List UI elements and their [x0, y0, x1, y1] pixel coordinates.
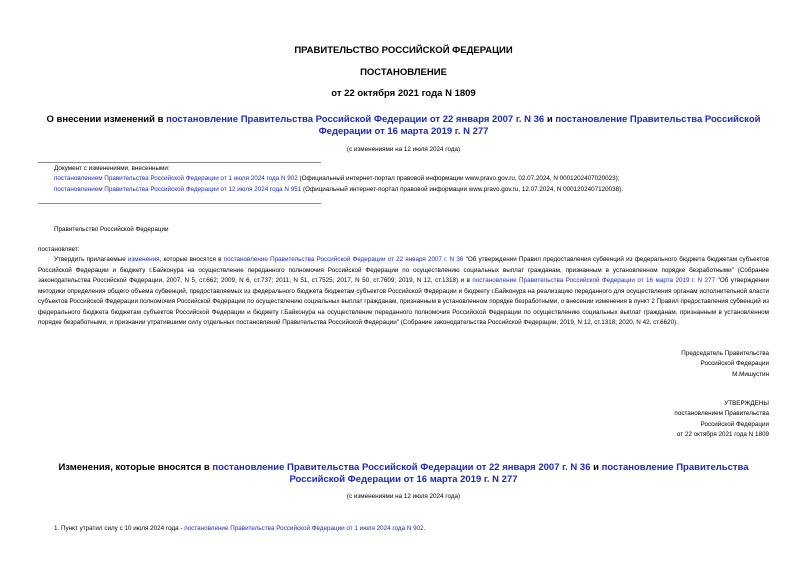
title-link-decree-36[interactable]: постановление Правительства Российской Федерации от 22 января 2007 г. N 36 — [166, 114, 545, 125]
approval-line-3: от 22 октября 2021 года N 1809 — [676, 431, 769, 439]
divider-bottom — [38, 203, 321, 204]
approval-block — [674, 399, 769, 441]
changes-heading: Документ с изменениями, внесенными: — [54, 165, 170, 172]
p1-link-decree-36[interactable]: постановление Правительства Российской Федерации от 22 января 2007 г. N 36 — [223, 256, 464, 263]
point-1 — [54, 524, 769, 534]
point-1-link-902[interactable]: постановление Правительства Российской Федерации от 1 июля 2024 года N 902 — [184, 525, 424, 532]
approval-word: УТВЕРЖДЕНЫ — [724, 400, 769, 407]
document-date: от 22 октября 2021 года N 1809 — [331, 88, 476, 99]
changes-title-mid: и — [590, 462, 602, 473]
signature-title: Председатель Правительства — [681, 350, 769, 357]
title-prefix: О внесении изменений в — [46, 114, 167, 125]
point-1-end: . — [423, 525, 426, 532]
change-source-902: (Официальный интернет-портал правовой информации www.pravo.gov.ru, 02.07.2024, N 0001202407020023); — [297, 175, 620, 183]
point-1-text: 1. Пункт утратил силу с 10 июля 2024 года - — [54, 525, 185, 532]
p1-text-b: , которые вносятся в — [159, 256, 224, 263]
changes-revision-note: (с изменениями на 12 июля 2024 года) — [346, 493, 461, 500]
main-paragraph — [38, 255, 769, 329]
title-link-decree-277[interactable]: постановление Правительства Российской Федерации от 16 марта 2019 г. N 277 — [318, 114, 761, 137]
change-item — [54, 185, 774, 195]
p1-link-changes[interactable]: изменения — [127, 256, 160, 263]
approval-line-1: постановлением Правительства — [674, 410, 769, 418]
resolves-word: постановляет: — [38, 246, 80, 253]
government-heading: ПРАВИТЕЛЬСТВО РОССИЙСКОЙ ФЕДЕРАЦИИ — [294, 45, 513, 56]
document-type: ПОСТАНОВЛЕНИЕ — [360, 67, 447, 78]
p1-link-decree-277[interactable]: постановление Правительства Российской Федерации от 16 марта 2019 г. N 277 — [472, 277, 716, 284]
change-item — [54, 174, 774, 184]
signature-name: М.Мишустин — [732, 370, 769, 378]
p1-text-c: "Об утверждении Правил предоставления субвенций из федерального бюджета бюджетам субъектов Российской Федерации и бюджету г.Байконура на осуществление переданного полномочия Российской Федерации по осуществлению социальных выплат гражданам, признанным в установленном порядке безработными" (Собрание законодательства Российской Федерации, 2007, N 5, ст.662; 2009, N 6, ст.737; 2011, N 51, ст.7525; 2017, N 50, ст.7609; 2019, N 12, ст.1318) и в — [38, 256, 769, 284]
changes-title-link-decree-36[interactable]: постановление Правительства Российской Федерации от 22 января 2007 г. N 36 — [212, 462, 591, 473]
p1-text-a: Утвердить прилагаемые — [54, 256, 128, 263]
signature-org: Российской Федерации — [700, 360, 769, 368]
change-link-951[interactable]: постановлением Правительства Российской Федерации от 12 июля 2024 года N 951 — [54, 185, 302, 193]
changes-title-link-decree-277[interactable]: постановление Правительства Российской Федерации от 16 марта 2019 г. N 277 — [289, 462, 749, 485]
signature-block — [681, 349, 769, 380]
changes-title — [38, 462, 769, 486]
change-source-951: (Официальный интернет-портал правовой информации www.pravo.gov.ru, 12.07.2024, N 0001202407120038). — [301, 185, 624, 193]
change-link-902[interactable]: постановлением Правительства Российской Федерации от 1 июля 2024 года N 902 — [54, 175, 298, 183]
changes-block — [54, 164, 774, 195]
issuer: Правительство Российской Федерации — [54, 226, 169, 233]
title-mid: и — [544, 114, 556, 125]
changes-title-prefix: Изменения, которые вносятся в — [58, 462, 213, 473]
p1-text-d: "Об утверждении методики определения общего объема субвенций, предоставляемых из федерального бюджета бюджетам субъектов Российской Федерации и бюджету г.Байконура на реализацию переданного для осуществления органам исполнительной власти субъектов Российской Федерации полномочия Российской Федерации по осуществлению социальных выплат гражданам, признанным в установленном порядке безработными, о внесении изменения в пункт 2 Правил предоставления субвенций из федерального бюджета бюджетам субъектов Российской Федерации и бюджету г.Байконура на осуществление переданного полномочия Российской Федерации по осуществлению социальных выплат гражданам, признанным в установленном порядке безработными, и признании утратившими силу отдельных постановлений Правительства Российской Федерации" (Собрание законодательства Российской Федерации, 2019, N 12, ст.1318; 2020, N 42, ст.6620). — [38, 277, 770, 326]
title-revision-note: (с изменениями на 12 июля 2024 года) — [346, 146, 461, 153]
document-title — [38, 114, 769, 138]
approval-line-2: Российской Федерации — [700, 420, 769, 428]
divider-top — [38, 162, 321, 163]
